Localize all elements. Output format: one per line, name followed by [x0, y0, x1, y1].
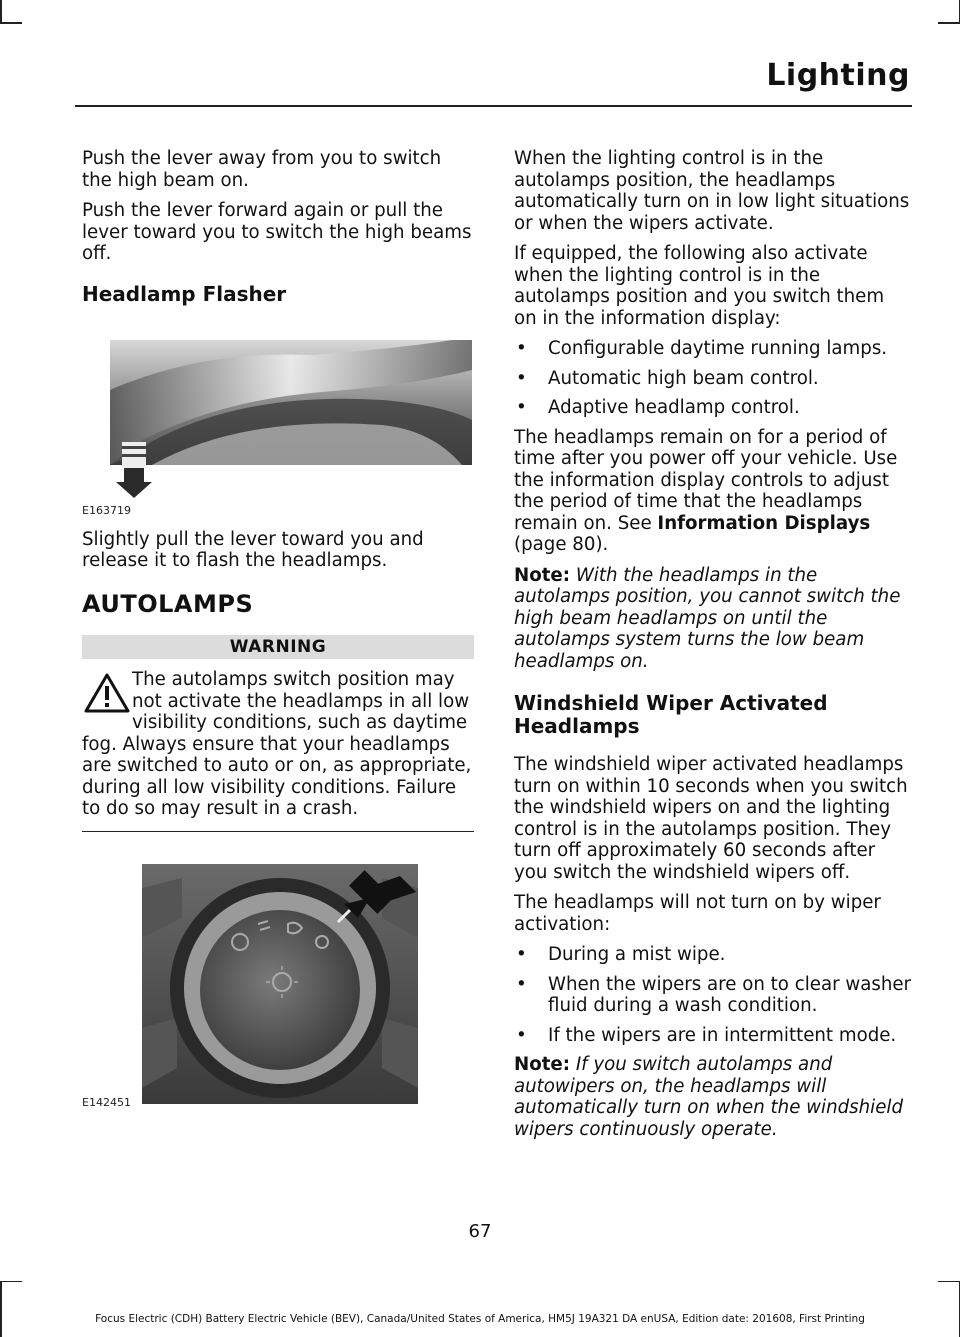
paragraph	[514, 427, 912, 556]
information-displays-link[interactable]: Information Displays	[657, 512, 871, 534]
page-number: 67	[468, 1221, 492, 1242]
list-item: • Automatic high beam control.	[514, 368, 912, 390]
warning-box	[82, 635, 474, 832]
page-reference: (page 80).	[514, 534, 609, 555]
lever-illustration	[82, 330, 474, 498]
paragraph: When the lighting control is in the autolamps position, the headlamps automatically turn on in low light situations or when the wipers activate.	[514, 148, 910, 234]
left-column	[82, 148, 474, 1120]
wiper-headlamps-heading: Windshield Wiper Activated Headlamps	[514, 691, 828, 738]
list-item: • When the wipers are on to clear washer fluid during a wash condition.	[514, 974, 912, 1017]
figure-code: E142451	[82, 1096, 131, 1109]
page-title: Lighting	[766, 58, 910, 93]
paragraph: The headlamps will not turn on by wiper activation:	[514, 892, 881, 935]
paragraph: The windshield wiper activated headlamps turn on within 10 seconds when you switch the windshield wipers on and the lighting control is in the autolamps position. They turn off approximately 60 seconds after you switch the windshield wipers off.	[514, 754, 908, 883]
lighting-control-illustration	[82, 858, 474, 1106]
list-item: • During a mist wipe.	[514, 944, 912, 966]
paragraph: Push the lever away from you to switch the high beam on.	[82, 148, 442, 191]
warning-text-body: The autolamps switch position may not activate the headlamps in all low visibility conditions, such as daytime fog. Always ensure that your headlamps are switched to auto or on, as appropriate, during all low visibility conditions. Failure to do so may result in a crash.	[82, 669, 472, 819]
crop-mark	[0, 0, 2, 22]
note-text: If you switch autolamps and autowipers on, the headlamps will automatically turn on when the windshield wipers continuously operate.	[514, 1054, 904, 1140]
footer-text: Focus Electric (CDH) Battery Electric Vehicle (BEV), Canada/United States of America, HM5J 19A321 DA enUSA, Edition date: 201608, First Printing	[95, 1313, 865, 1325]
crop-mark	[0, 22, 22, 24]
crop-mark	[938, 22, 960, 24]
autolamps-heading: AUTOLAMPS	[82, 589, 254, 618]
paragraph: Slightly pull the lever toward you and release it to flash the headlamps.	[82, 528, 424, 571]
list-item: • If the wipers are in intermittent mode.	[514, 1025, 912, 1047]
lighting-control-figure	[82, 858, 474, 1120]
warning-rule	[82, 831, 474, 833]
right-column	[514, 148, 912, 1149]
crop-mark	[938, 1281, 960, 1283]
note	[514, 565, 912, 673]
note-text: With the headlamps in the autolamps position, you cannot switch the high beam headlamps on until the autolamps system turns the low beam headlamps on.	[514, 564, 901, 672]
list-item: • Adaptive headlamp control.	[514, 397, 912, 419]
paragraph: Push the lever forward again or pull the lever toward you to switch the high beams off.	[82, 200, 472, 264]
warning-title: WARNING	[82, 635, 474, 659]
header-divider	[75, 105, 912, 107]
note-label: Note:	[514, 564, 571, 586]
wiper-conditions-list	[514, 944, 912, 1046]
paragraph: If equipped, the following also activate when the lighting control is in the autolamps position and you switch them on in the information display:	[514, 243, 885, 329]
note	[514, 1054, 912, 1140]
crop-mark	[0, 1282, 2, 1337]
feature-list	[514, 338, 912, 419]
figure-code: E163719	[82, 503, 131, 517]
headlamp-flasher-figure	[82, 330, 474, 530]
list-item: • Configurable daytime running lamps.	[514, 338, 912, 360]
paragraph-text: The headlamps remain on for a period of time after you power off your vehicle. Use the information display controls to adjust the period of time that the headlamps remain on. See	[514, 426, 898, 534]
note-label: Note:	[514, 1054, 571, 1075]
crop-mark	[0, 1281, 22, 1283]
warning-text	[82, 669, 474, 820]
headlamp-flasher-heading: Headlamp Flasher	[82, 281, 287, 306]
